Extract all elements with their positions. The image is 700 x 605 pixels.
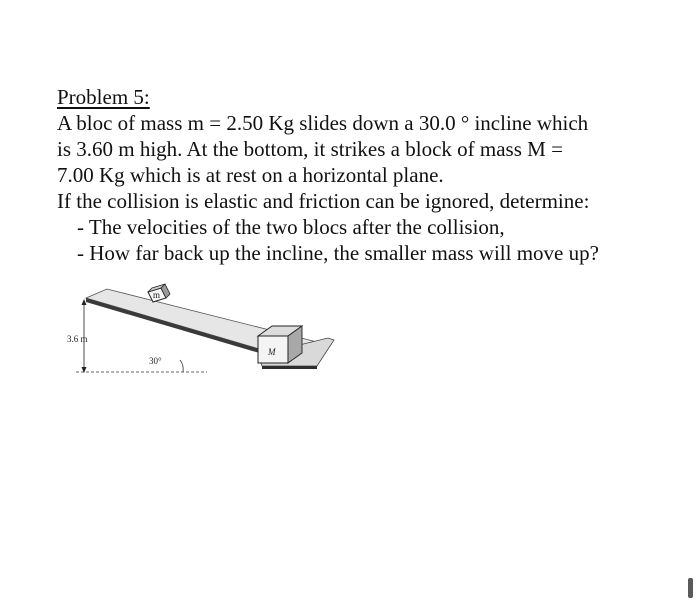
angle-arc — [180, 360, 183, 372]
question-item: - How far back up the incline, the smaller mass will move up? — [77, 241, 599, 265]
angle-label: 30° — [149, 356, 162, 366]
question-item: - The velocities of the two blocs after the collision, — [77, 215, 505, 239]
problem-line: is 3.60 m high. At the bottom, it strikes a block of mass M = — [57, 137, 563, 161]
small-block — [148, 284, 170, 302]
incline-figure — [62, 268, 352, 388]
problem-line: A bloc of mass m = 2.50 Kg slides down a 30.0 ° incline which — [57, 111, 589, 135]
small-block-label: m — [153, 290, 161, 300]
plane-edge — [262, 366, 317, 369]
large-block-label: M — [268, 347, 276, 357]
problem-line: 7.00 Kg which is at rest on a horizontal plane. — [57, 163, 444, 187]
incline-diagram — [62, 268, 352, 388]
height-label: 3.6 m — [67, 334, 88, 344]
problem-title: Problem 5: — [57, 85, 150, 109]
scrollbar-handle[interactable] — [688, 578, 693, 598]
problem-line: If the collision is elastic and friction can be ignored, determine: — [57, 189, 590, 213]
large-block — [258, 326, 302, 363]
problem-text — [57, 84, 677, 266]
